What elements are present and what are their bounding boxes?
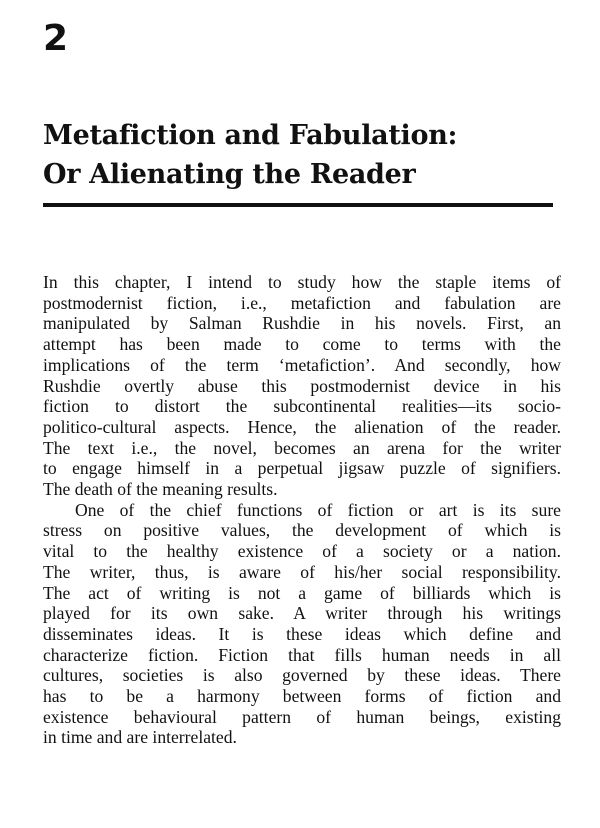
text-line: manipulated by Salman Rushdie in his novels. First, an (43, 313, 561, 334)
chapter-title (43, 116, 563, 194)
text-line: fiction to distort the subcontinental realities—its socio- (43, 396, 561, 417)
chapter-number: 2 (43, 18, 69, 59)
text-line: postmodernist fiction, i.e., metafiction and fabulation are (43, 292, 561, 313)
text-line: stress on positive values, the development of which is (43, 520, 561, 541)
text-line: has to be a harmony between forms of fiction and (43, 686, 561, 707)
chapter-title-line: Metafiction and Fabulation: (43, 120, 458, 151)
text-line: cultures, societies is also governed by these ideas. There (43, 665, 561, 686)
paragraph-intro (43, 272, 561, 500)
chapter-body (43, 272, 561, 748)
text-line: to engage himself in a perpetual jigsaw puzzle of signifiers. (43, 458, 561, 479)
text-line: in time and are interrelated. (43, 727, 237, 748)
text-line: existence behavioural pattern of human beings, existing (43, 706, 561, 727)
text-line: played for its own sake. A writer through his writings (43, 603, 561, 624)
text-line: politico-cultural aspects. Hence, the alienation of the reader. (43, 416, 561, 437)
text-line: attempt has been made to come to terms with the (43, 334, 561, 355)
text-line: vital to the healthy existence of a society or a nation. (43, 541, 561, 562)
text-line: characterize fiction. Fiction that fills human needs in all (43, 644, 561, 665)
text-line: One of the chief functions of fiction or art is its sure (75, 499, 561, 520)
title-divider (43, 203, 553, 207)
text-line: The text i.e., the novel, becomes an arena for the writer (43, 437, 561, 458)
text-line: Rushdie overtly abuse this postmodernist device in his (43, 375, 561, 396)
text-line: implications of the term ‘metafiction’. And secondly, how (43, 354, 561, 375)
text-line: The act of writing is not a game of billiards which is (43, 582, 561, 603)
text-line: The writer, thus, is aware of his/her social responsibility. (43, 561, 561, 582)
paragraph-functions (43, 500, 561, 748)
text-line: In this chapter, I intend to study how the staple items of (43, 272, 561, 292)
text-line: disseminates ideas. It is these ideas which define and (43, 623, 561, 644)
chapter-title-line: Or Alienating the Reader (43, 159, 416, 190)
text-line: The death of the meaning results. (43, 479, 278, 500)
